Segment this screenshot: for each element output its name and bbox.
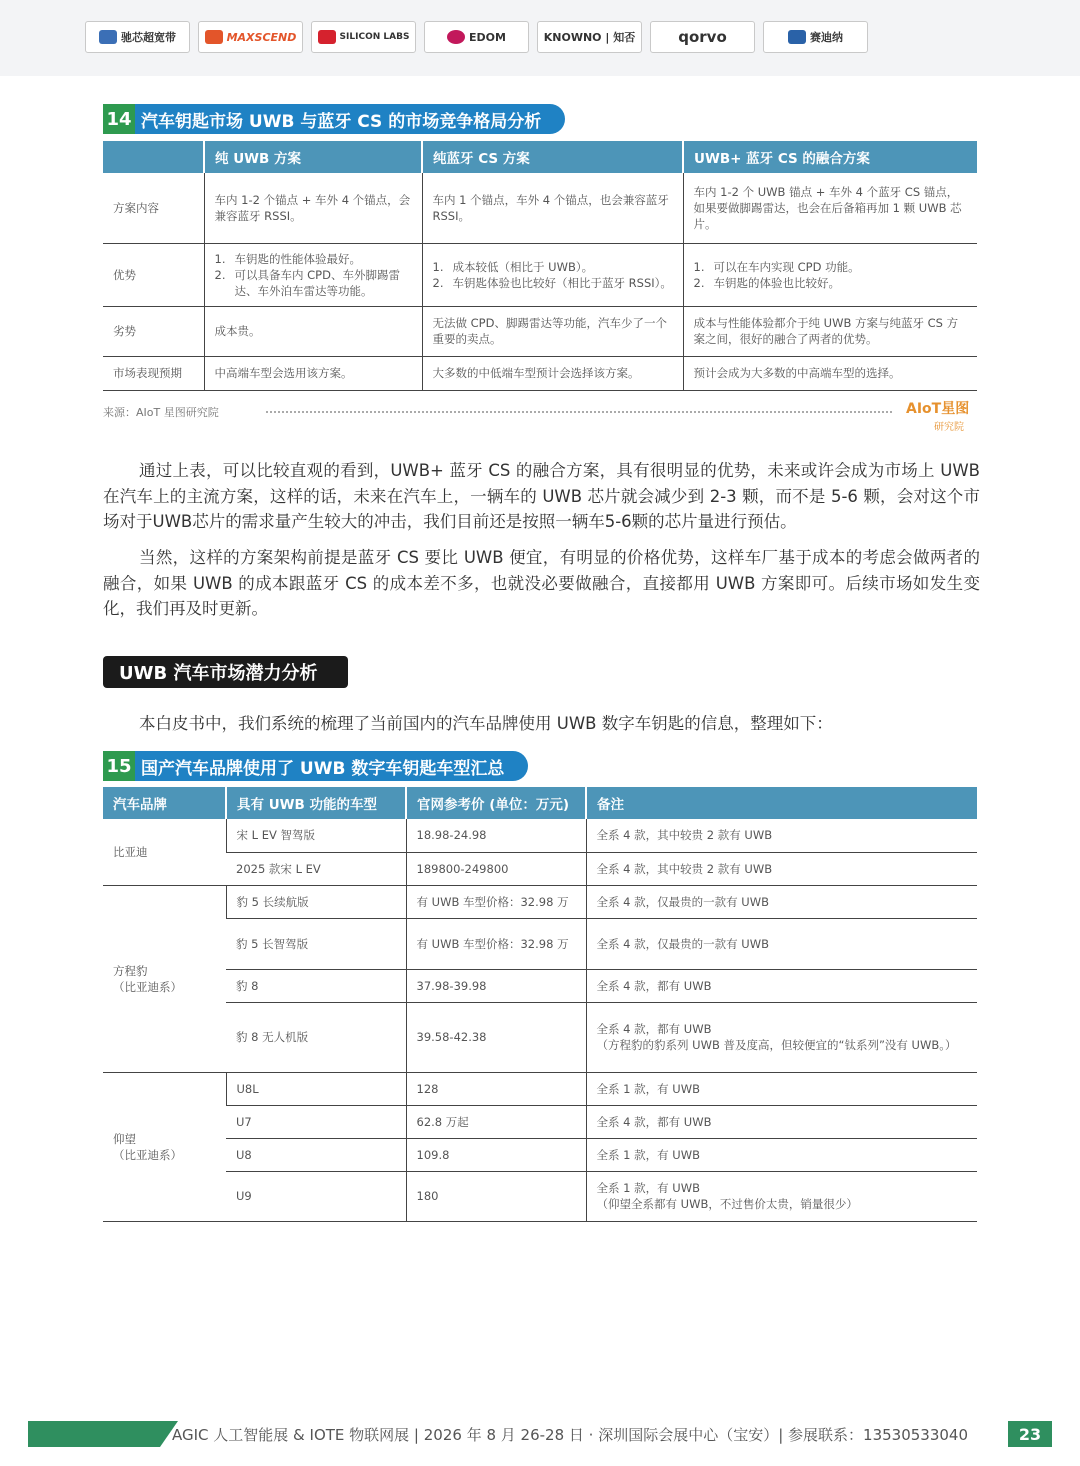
source-note: 来源：AIoT 星图研究院	[103, 406, 219, 419]
note-cell: 全系 4 款，其中较贵 2 款有 UWB	[586, 819, 977, 852]
price-cell: 189800-249800	[406, 852, 586, 885]
table-row	[103, 1138, 977, 1171]
table-header-cell: 纯蓝牙 CS 方案	[422, 141, 683, 173]
logo-mark-icon	[318, 30, 336, 44]
brand-model-table	[103, 787, 977, 1222]
table-header-cell: 纯 UWB 方案	[204, 141, 422, 173]
section-title-text: 国产汽车品牌使用了 UWB 数字车钥匙车型汇总	[135, 751, 528, 781]
table-row	[103, 173, 977, 243]
note-cell: 全系 1 款，有 UWB （仰望全系都有 UWB，不过售价太贵，销量很少）	[586, 1171, 977, 1221]
table-row	[103, 306, 977, 356]
section-title-text: 汽车钥匙市场 UWB 与蓝牙 CS 的市场竞争格局分析	[135, 104, 565, 134]
table-cell: 无法做 CPD、脚踢雷达等功能，汽车少了一个重要的卖点。	[422, 306, 683, 356]
footer-text: AGIC 人工智能展 & IOTE 物联网展 | 2026 年 8 月 26-28 日 · 深圳国际会展中心（宝安）| 参展联系：13530533040	[172, 1426, 968, 1444]
table-row	[103, 356, 977, 390]
model-cell: U8L	[226, 1072, 406, 1105]
section-title-15	[103, 751, 528, 781]
table-header-row	[103, 787, 977, 819]
table-cell: 成本贵。	[204, 306, 422, 356]
model-cell: 豹 5 长智驾版	[226, 918, 406, 969]
table-row	[103, 1072, 977, 1105]
price-cell: 37.98-39.98	[406, 969, 586, 1002]
table-header-cell	[103, 141, 204, 173]
table-cell: 大多数的中低端车型预计会选择该方案。	[422, 356, 683, 390]
note-cell: 全系 4 款，其中较贵 2 款有 UWB	[586, 852, 977, 885]
model-cell: 2025 款宋 L EV	[226, 852, 406, 885]
list-item: 2. 车钥匙体验也比较好（相比于蓝牙 RSSI）。	[432, 275, 672, 290]
table-row	[103, 918, 977, 969]
row-label: 优势	[103, 243, 204, 306]
partner-logo-strip	[0, 0, 1080, 76]
table-cell: 预计会成为大多数的中高端车型的选择。	[683, 356, 977, 390]
section-number: 14	[103, 104, 135, 134]
model-cell: U7	[226, 1105, 406, 1138]
price-cell: 109.8	[406, 1138, 586, 1171]
table-cell	[683, 243, 977, 306]
table-row	[103, 819, 977, 852]
table-header-row	[103, 141, 977, 173]
partner-logo: 赛迪纳	[763, 21, 868, 53]
model-cell: 豹 8	[226, 969, 406, 1002]
list-item: 2. 可以具备车内 CPD、车外脚踢雷达、车外泊车雷达等功能。	[214, 267, 400, 298]
brand-cell: 比亚迪	[103, 819, 226, 885]
partner-logo: 驰芯超宽带	[85, 21, 190, 53]
body-paragraph: 通过上表，可以比较直观的看到，UWB+ 蓝牙 CS 的融合方案，具有很明显的优势，未来或许会成为市场上 UWB 在汽车上的主流方案，这样的话，未来在汽车上，一辆车的 UWB 芯片就会减少到 2-3 颗，而不是 5-6 颗，会对这个市场对于UWB芯片的需求量产生较大的冲击，我们目前还是按照一辆车5-6颗的芯片量进行预估。	[103, 461, 980, 531]
table-row	[103, 969, 977, 1002]
note-cell: 全系 4 款，都有 UWB （方程豹的豹系列 UWB 普及度高，但较便宜的“钛系列”没有 UWB。）	[586, 1002, 977, 1072]
table-row	[103, 1002, 977, 1072]
note-cell: 全系 4 款，都有 UWB	[586, 969, 977, 1002]
table-cell: 车内 1 个锚点，车外 4 个锚点，也会兼容蓝牙 RSSI。	[422, 173, 683, 243]
price-cell: 有 UWB 车型价格：32.98 万	[406, 918, 586, 969]
table-cell	[204, 243, 422, 306]
dotted-divider	[266, 411, 892, 413]
partner-logo: MAXSCEND	[198, 21, 303, 53]
list-item: 2. 车钥匙的体验也比较好。	[693, 275, 840, 290]
note-cell: 全系 1 款，有 UWB	[586, 1138, 977, 1171]
list-item: 1. 成本较低（相比于 UWB）。	[432, 259, 594, 274]
table-header-cell: 备注	[586, 787, 977, 819]
model-cell: U9	[226, 1171, 406, 1221]
brand-cell: 仰望 （比亚迪系）	[103, 1072, 226, 1221]
note-cell: 全系 4 款，仅最贵的一款有 UWB	[586, 918, 977, 969]
aiot-logo: AIoT星图 研究院	[906, 401, 970, 433]
table-row	[103, 1171, 977, 1221]
model-cell: U8	[226, 1138, 406, 1171]
table-cell: 成本与性能体验都介于纯 UWB 方案与纯蓝牙 CS 方案之间，很好的融合了两者的优势。	[683, 306, 977, 356]
table-header-cell: 具有 UWB 功能的车型	[226, 787, 406, 819]
note-cell: 全系 1 款，有 UWB	[586, 1072, 977, 1105]
partner-logo: EDOM	[424, 21, 529, 53]
page-number: 23	[1008, 1421, 1052, 1447]
partner-logo: SILICON LABS	[311, 21, 416, 53]
table-cell: 中高端车型会选用该方案。	[204, 356, 422, 390]
partner-logo: qorvo	[650, 21, 755, 53]
price-cell: 18.98-24.98	[406, 819, 586, 852]
row-label: 方案内容	[103, 173, 204, 243]
price-cell: 180	[406, 1171, 586, 1221]
logo-mark-icon	[205, 30, 223, 44]
model-cell: 宋 L EV 智驾版	[226, 819, 406, 852]
price-cell: 128	[406, 1072, 586, 1105]
table-row	[103, 885, 977, 918]
table-cell: 车内 1-2 个锚点 + 车外 4 个锚点，会兼容蓝牙 RSSI。	[204, 173, 422, 243]
note-cell: 全系 4 款，仅最贵的一款有 UWB	[586, 885, 977, 918]
brand-cell: 方程豹 （比亚迪系）	[103, 885, 226, 1072]
section-heading: UWB 汽车市场潜力分析	[103, 656, 348, 688]
price-cell: 39.58-42.38	[406, 1002, 586, 1072]
footer-accent-bar	[28, 1421, 178, 1447]
table-row	[103, 1105, 977, 1138]
list-item: 1. 可以在车内实现 CPD 功能。	[693, 259, 860, 274]
logo-mark-icon	[99, 30, 117, 44]
table-cell: 车内 1-2 个 UWB 锚点 + 车外 4 个蓝牙 CS 锚点，如果要做脚踢雷达，也会在后备箱再加 1 颗 UWB 芯片。	[683, 173, 977, 243]
partner-logo: KNOWNO | 知否	[537, 21, 642, 53]
intro-paragraph: 本白皮书中，我们系统的梳理了当前国内的汽车品牌使用 UWB 数字车钥匙的信息，整理如下：	[139, 714, 833, 733]
table-cell	[422, 243, 683, 306]
model-cell: 豹 8 无人机版	[226, 1002, 406, 1072]
row-label: 劣势	[103, 306, 204, 356]
price-cell: 62.8 万起	[406, 1105, 586, 1138]
table-header-cell: 官网参考价 (单位：万元)	[406, 787, 586, 819]
table-header-cell: UWB+ 蓝牙 CS 的融合方案	[683, 141, 977, 173]
table-row	[103, 243, 977, 306]
comparison-table	[103, 141, 977, 391]
price-cell: 有 UWB 车型价格：32.98 万	[406, 885, 586, 918]
section-title-14	[103, 104, 565, 134]
body-paragraph: 当然，这样的方案架构前提是蓝牙 CS 要比 UWB 便宜，有明显的价格优势，这样车厂基于成本的考虑会做两者的融合，如果 UWB 的成本跟蓝牙 CS 的成本差不多，也就没必要做融合，直接都用 UWB 方案即可。后续市场如发生变化，我们再及时更新。	[103, 548, 980, 618]
row-label: 市场表现预期	[103, 356, 204, 390]
section-number: 15	[103, 751, 135, 781]
table-row	[103, 852, 977, 885]
note-cell: 全系 4 款，都有 UWB	[586, 1105, 977, 1138]
logo-mark-icon	[447, 30, 465, 44]
list-item: 1. 车钥匙的性能体验最好。	[214, 251, 361, 266]
table-header-cell: 汽车品牌	[103, 787, 226, 819]
logo-mark-icon	[788, 30, 806, 44]
model-cell: 豹 5 长续航版	[226, 885, 406, 918]
